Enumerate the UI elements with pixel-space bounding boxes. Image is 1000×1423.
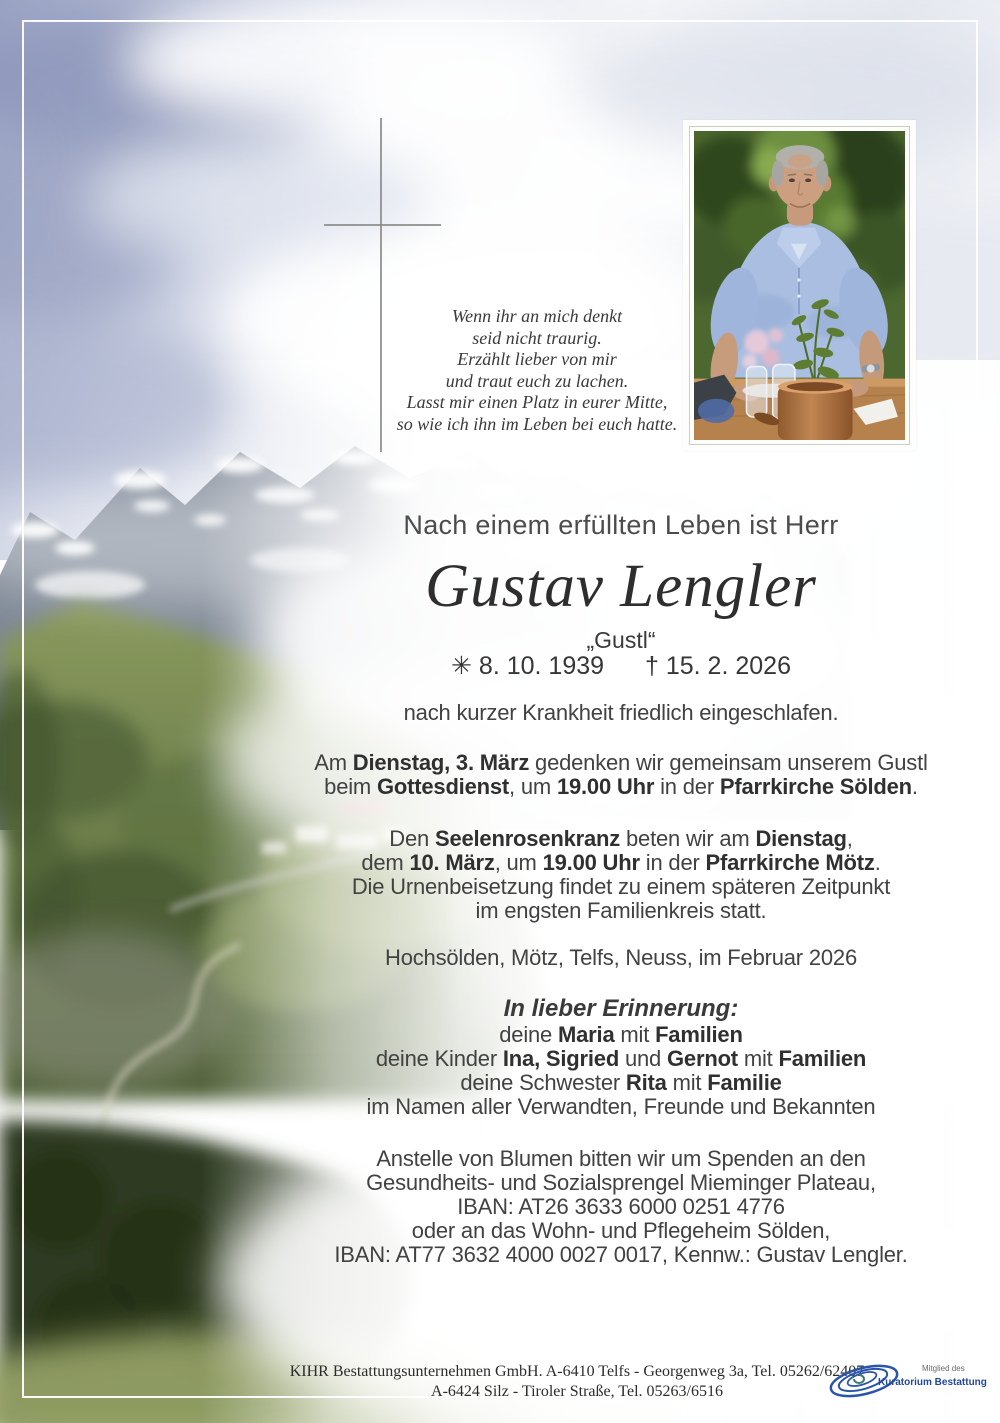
birth-date: 8. 10. 1939 (478, 652, 605, 680)
service-announcement (242, 751, 1000, 799)
text-line: deine Maria mit Familien (499, 1022, 743, 1047)
text-line: Anstelle von Blumen bitten wir um Spenden an den (376, 1146, 866, 1171)
deceased-nickname: „Gustl“ (586, 627, 656, 653)
text-line: im engsten Familienkreis statt. (475, 898, 767, 923)
donations-paragraph (242, 1147, 1000, 1267)
cross-horizontal-bar (324, 224, 441, 226)
footer-line-2: A-6424 Silz - Tiroler Straße, Tel. 05263/6516 (431, 1382, 723, 1400)
birth-symbol-icon: ✳ (451, 652, 472, 680)
text-line: Wenn ihr an mich denkt (451, 306, 623, 326)
birth-death-dates (242, 651, 1000, 681)
text-line: Den Seelenrosenkranz beten wir am Dienstag, (389, 826, 853, 851)
places-date-line: Hochsölden, Mötz, Telfs, Neuss, im Februar 2026 (385, 945, 857, 970)
text-line: IBAN: AT77 3632 4000 0027 0017, Kennw.: Gustav Lengler. (334, 1242, 908, 1267)
text-line: Erzählt lieber von mir (457, 349, 617, 370)
text-line: Die Urnenbeisetzung findet zu einem späteren Zeitpunkt (351, 874, 891, 899)
text-line: deine Schwester Rita mit Familie (460, 1070, 782, 1095)
text-line: Am Dienstag, 3. März gedenken wir gemeinsam unserem Gustl (314, 750, 928, 775)
memory-title: In lieber Erinnerung: (503, 995, 739, 1022)
deceased-name: Gustav Lengler (425, 553, 817, 620)
death-circumstance-line: nach kurzer Krankheit friedlich eingeschlafen. (403, 700, 839, 725)
text-line: und traut euch zu lachen. (445, 370, 629, 391)
rosary-announcement (242, 827, 1000, 923)
kuratorium-logo (826, 1355, 994, 1407)
text-line: Gesundheits- und Sozialsprengel Mieminger Plateau, (366, 1170, 876, 1195)
footer-line-1: KIHR Bestattungsunternehmen GmbH. A-6410 Telfs - Georgenweg 3a, Tel. 05262/62407 (289, 1363, 865, 1380)
text-line: deine Kinder Ina, Sigried und Gernot mit Familien (375, 1046, 867, 1071)
text-line: seid nicht traurig. (472, 327, 602, 348)
text-line: so wie ich ihn im Leben bei euch hatte. (396, 413, 678, 434)
mourners-list (242, 1023, 1000, 1119)
death-date: 15. 2. 2026 (665, 652, 791, 680)
logo-name-text: Kuratorium Bestattung (878, 1377, 987, 1388)
death-symbol-icon: † (645, 652, 659, 680)
text-line: beim Gottesdienst, um 19.00 Uhr in der Pfarrkirche Sölden. (324, 774, 918, 799)
text-line: dem 10. März, um 19.00 Uhr in der Pfarrkirche Mötz. (361, 850, 881, 875)
text-line: oder an das Wohn- und Pflegeheim Sölden, (411, 1218, 831, 1243)
intro-line: Nach einem erfüllten Leben ist Herr (403, 510, 839, 540)
text-line: IBAN: AT26 3633 6000 0251 4776 (457, 1194, 785, 1219)
memorial-poem (214, 306, 860, 436)
logo-member-text: Mitglied des (922, 1364, 965, 1373)
text-line: Lasst mir einen Platz in eurer Mitte, (406, 392, 668, 413)
text-line: im Namen aller Verwandten, Freunde und Bekannten (366, 1094, 876, 1119)
